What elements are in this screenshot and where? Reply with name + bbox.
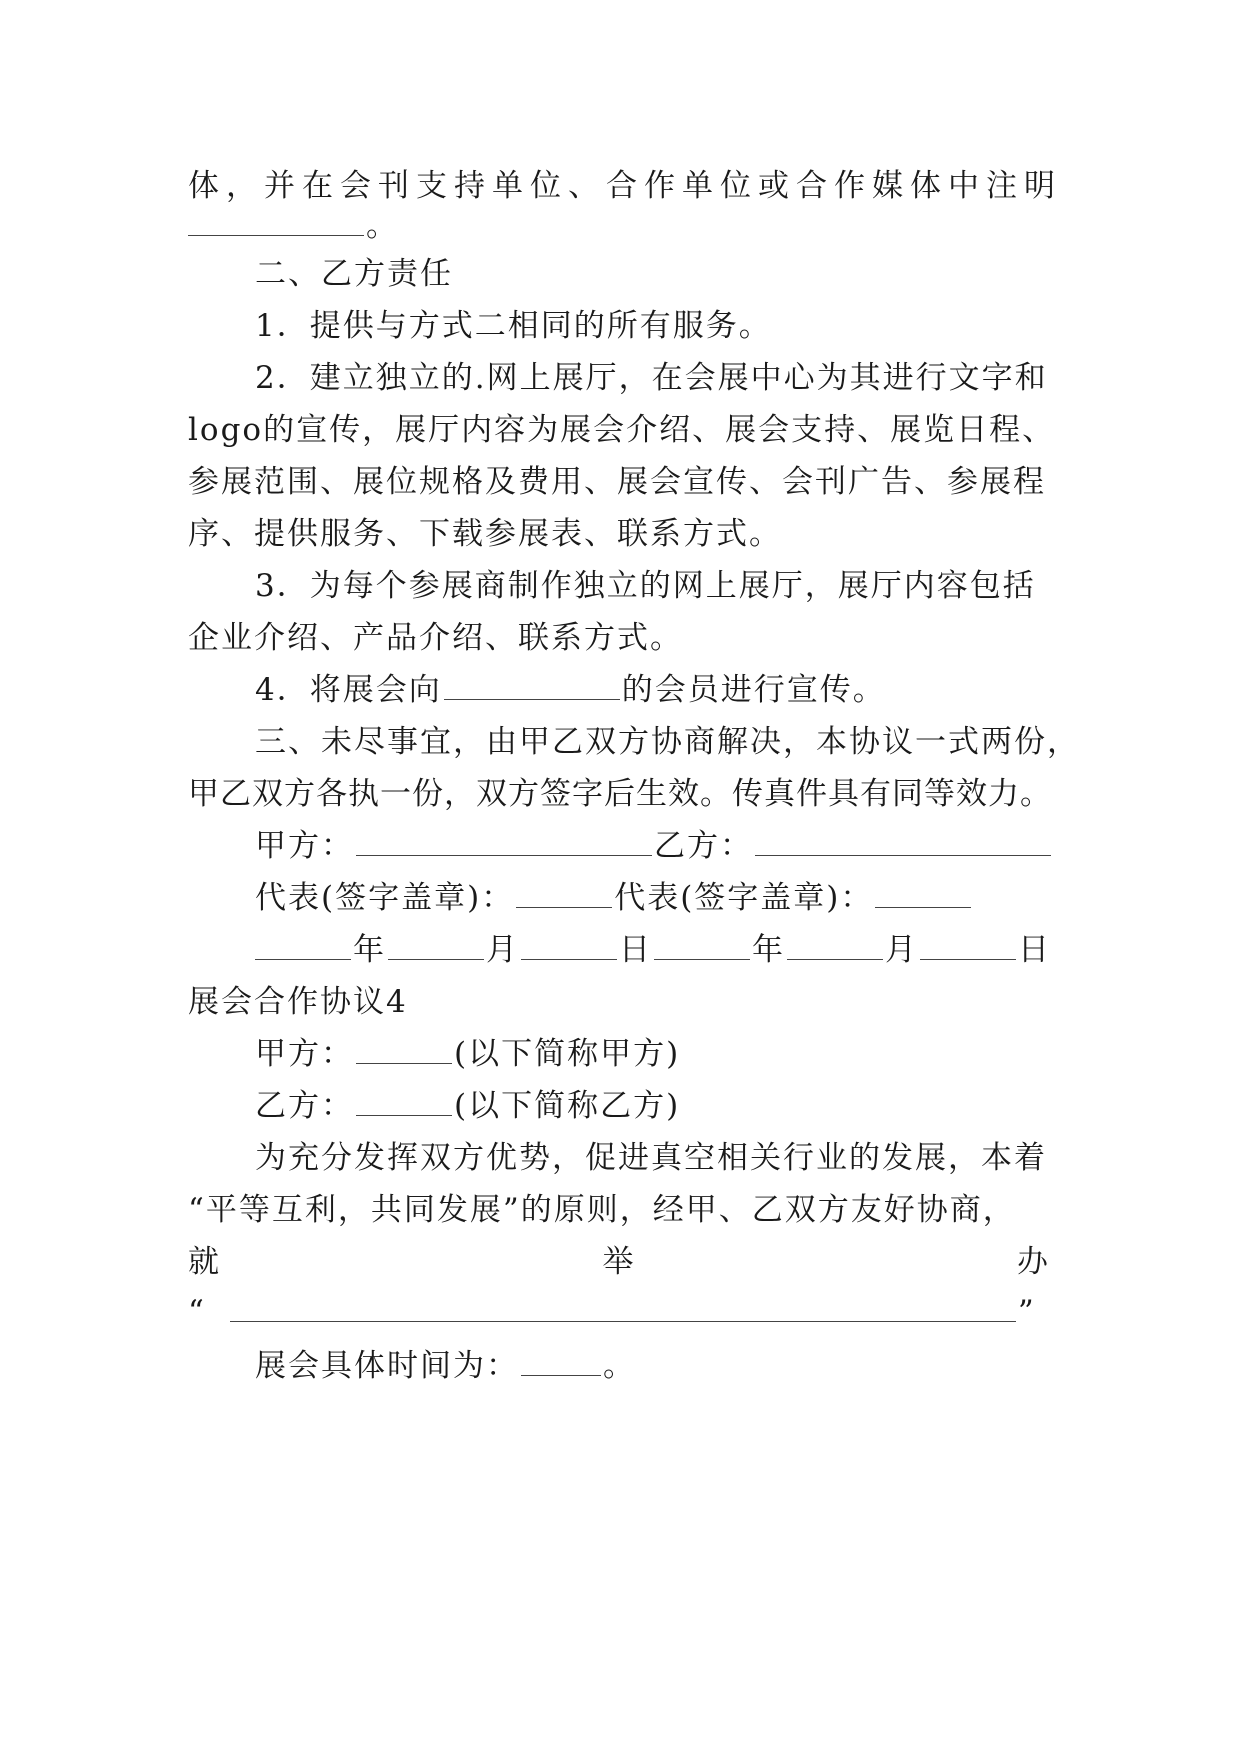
paragraph-line: “平等互利，共同发展”的原则，经甲、乙双方友好协商，: [188, 1192, 1016, 1228]
section-heading: 二、乙方责任: [255, 256, 453, 292]
word: 举: [602, 1244, 636, 1280]
month-blank: [388, 931, 484, 960]
paragraph-line: 体，并在会刊支持单位、合作单位或合作媒体中注明: [188, 168, 1062, 204]
paragraph-line: 为充分发挥双方优势，促进真空相关行业的发展，本着: [255, 1140, 1047, 1176]
fill-blank: [188, 207, 364, 236]
exhibition-name-line: [188, 1292, 1050, 1332]
rep-b-label: 代表(签字盖章)：: [614, 880, 874, 916]
paragraph-line: [255, 1346, 1050, 1386]
year-label: 年: [353, 932, 386, 968]
paragraph-line: 三、未尽事宜，由甲乙双方协商解决，本协议一式两份，: [255, 724, 1080, 760]
word: 办: [1017, 1244, 1050, 1280]
month-label: 月: [885, 932, 918, 968]
signature-line: [255, 878, 1050, 918]
justified-line: [188, 1242, 1050, 1282]
party-a-label: 甲方：: [255, 1036, 354, 1072]
paragraph-line: 参展范围、展位规格及费用、展会宣传、会刊广告、参展程: [188, 464, 1046, 500]
punctuation: 。: [603, 1348, 636, 1384]
open-quote: “: [188, 1294, 206, 1330]
rep-a-blank: [516, 879, 612, 908]
time-blank: [521, 1347, 601, 1376]
party-b-blank: [356, 1087, 452, 1116]
date-line: [255, 930, 1050, 970]
punctuation: 。: [366, 208, 399, 244]
party-a-blank: [356, 827, 652, 856]
party-a-label: 甲方：: [255, 828, 354, 864]
word: 就: [188, 1244, 221, 1280]
exhibition-name-blank: [230, 1293, 1016, 1322]
month-blank: [787, 931, 883, 960]
paragraph-line: 序、提供服务、下载参展表、联系方式。: [188, 516, 782, 552]
year-label: 年: [752, 932, 785, 968]
list-item: [255, 670, 1050, 710]
rep-a-label: 代表(签字盖章)：: [255, 880, 515, 916]
party-b-blank: [755, 827, 1051, 856]
fill-blank: [444, 671, 620, 700]
party-a-blank: [356, 1035, 452, 1064]
month-label: 月: [486, 932, 519, 968]
signature-line: [255, 826, 1050, 866]
day-blank: [920, 931, 1016, 960]
party-b-label: 乙方：: [255, 1088, 354, 1124]
party-b-note: (以下简称乙方): [454, 1088, 681, 1124]
party-line: [255, 1034, 1050, 1074]
document-title: 展会合作协议4: [188, 984, 408, 1020]
year-blank: [255, 931, 351, 960]
paragraph-line: [188, 206, 1050, 246]
party-line: [255, 1086, 1050, 1126]
paragraph-line: 甲乙双方各执一份，双方签字后生效。传真件具有同等效力。: [188, 776, 1052, 812]
list-text: 4．将展会向: [255, 672, 442, 708]
list-item: 3．为每个参展商制作独立的网上展厅，展厅内容包括: [255, 568, 1036, 604]
day-label: 日: [1018, 932, 1051, 968]
party-b-label: 乙方：: [654, 828, 753, 864]
close-quote: ”: [1017, 1294, 1036, 1330]
day-label: 日: [619, 932, 652, 968]
year-blank: [654, 931, 750, 960]
list-item: 1．提供与方式二相同的所有服务。: [255, 308, 772, 344]
paragraph-line: logo的宣传，展厅内容为展会介绍、展会支持、展览日程、: [188, 412, 1056, 448]
list-text: 的会员进行宣传。: [621, 672, 886, 708]
list-item: 2．建立独立的.网上展厅，在会展中心为其进行文字和: [255, 360, 1048, 396]
party-a-note: (以下简称甲方): [454, 1036, 681, 1072]
time-label: 展会具体时间为：: [255, 1348, 519, 1384]
rep-b-blank: [875, 879, 971, 908]
day-blank: [521, 931, 617, 960]
paragraph-line: 企业介绍、产品介绍、联系方式。: [188, 620, 683, 656]
